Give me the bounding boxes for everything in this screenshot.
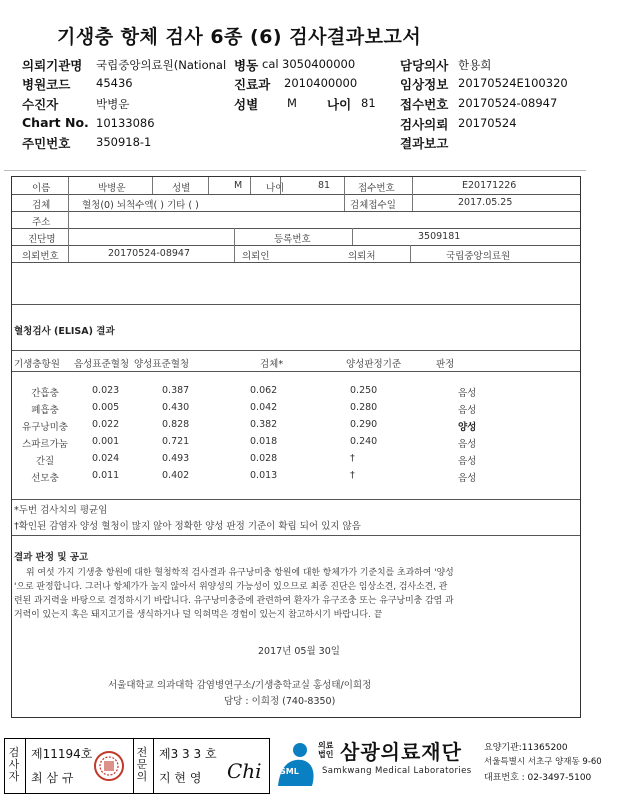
report-frame <box>11 176 581 718</box>
interpretation-line-1: 위 여섯 가지 기생충 항원에 대한 혈청학적 검사결과 유구낭미충 항원에 대한 항체가가 기준치를 초과하여 '양성 <box>26 568 454 578</box>
foundation-small: 의료 법인 <box>318 741 334 759</box>
value-resident-no: 350918-1 <box>96 135 152 149</box>
cell-name: 간흡충 <box>31 388 59 399</box>
value-department: 2010400000 <box>284 76 358 90</box>
note-average: *두번 검사치의 평균임 <box>14 505 108 516</box>
report-contact: 담당 : 이희정 (740-8350) <box>224 696 336 707</box>
value-receipt-no: 20170524-08947 <box>458 96 558 110</box>
cell-neg: 0.022 <box>92 419 120 430</box>
col-positive: 양성표준혈청 <box>134 359 190 370</box>
cell-pos: 0.402 <box>162 470 190 481</box>
col-cutoff: 양성판정기준 <box>346 359 402 370</box>
label-ward: 병동 <box>234 58 259 73</box>
signature-box <box>4 738 270 794</box>
label-receipt-no: 접수번호 <box>400 97 449 112</box>
cell-pos: 0.387 <box>162 385 190 396</box>
samkwang-logo-icon <box>272 740 316 786</box>
label-resident-no: 주민번호 <box>22 136 71 151</box>
cell-name: 유구낭미충 <box>22 422 68 433</box>
value-doctor: 한용희 <box>458 58 492 72</box>
label-clinical-info: 임상정보 <box>400 77 449 92</box>
note-dagger: †확인된 감염자 양성 혈청이 많지 않아 정확한 양성 판정 기준이 확립 되어 있지 않음 <box>14 521 361 532</box>
examiner-number: 제11194호 <box>31 747 93 761</box>
ward-overlap-text: cal <box>262 57 279 71</box>
foundation-english: Samkwang Medical Laboratories <box>322 766 472 776</box>
report-title: 기생충 항체 검사 6종 (6) 검사결과보고서 <box>57 26 422 48</box>
label-age: 나이 <box>327 97 352 112</box>
info-diagnosis-label: 진단명 <box>28 234 56 245</box>
official-seal-icon <box>93 750 125 782</box>
info-receipt-label: 접수번호 <box>358 183 395 194</box>
info-name: 박병운 <box>98 183 126 194</box>
cell-result: 음성 <box>458 473 477 484</box>
cell-result: 양성 <box>458 422 477 433</box>
cell-result: 음성 <box>458 456 477 467</box>
signature: Chi <box>227 759 262 783</box>
cell-neg: 0.001 <box>92 436 120 447</box>
section-title: 혈청검사 (ELISA) 결과 <box>14 326 115 337</box>
value-age: 81 <box>361 96 376 110</box>
info-date-label: 검체접수일 <box>350 200 396 211</box>
org-code: 요양기관:11365200 <box>484 743 568 753</box>
label-hospital-code: 병원코드 <box>22 77 71 92</box>
col-antigen: 기생충항원 <box>14 359 60 370</box>
cell-neg: 0.023 <box>92 385 120 396</box>
cell-name: 간질 <box>35 456 55 467</box>
foundation-name: 삼광의료재단 <box>340 740 462 764</box>
cell-pos: 0.828 <box>162 419 190 430</box>
logo-badge: SML <box>280 767 299 776</box>
col-sample: 검체* <box>260 359 284 370</box>
info-reg: 3509181 <box>418 231 461 242</box>
info-doctor-label: 의뢰인 <box>242 251 270 262</box>
cell-result: 음성 <box>458 388 477 399</box>
cell-pos: 0.430 <box>162 402 190 413</box>
label-doctor: 담당의사 <box>400 58 449 73</box>
cell-cutoff: 0.290 <box>350 419 378 430</box>
value-patient: 박병운 <box>96 97 130 111</box>
cell-sample: 0.013 <box>250 470 278 481</box>
info-req-place-label: 의뢰처 <box>348 251 376 262</box>
cell-pos: 0.493 <box>162 453 190 464</box>
value-hospital-code: 45436 <box>96 76 133 90</box>
examiner-name: 최 삼 규 <box>31 771 74 785</box>
interpretation-line-4: 거력이 있는지 혹은 돼지고기를 생식하거나 덜 익혀먹은 경험이 있는지 참고하시기 바랍니다. 끝 <box>14 610 383 620</box>
cell-sample: 0.042 <box>250 402 278 413</box>
info-age-label: 나이 <box>266 183 285 194</box>
info-specimen-label: 검체 <box>32 200 51 211</box>
label-sex: 성별 <box>234 97 259 112</box>
footer <box>0 734 634 802</box>
label-department: 진료과 <box>234 77 271 92</box>
info-sex: M <box>234 180 243 191</box>
cell-neg: 0.024 <box>92 453 120 464</box>
value-chart-no: 10133086 <box>96 116 155 130</box>
cell-neg: 0.005 <box>92 402 120 413</box>
info-receipt: E20171226 <box>462 180 517 191</box>
cell-pos: 0.721 <box>162 436 190 447</box>
cell-sample: 0.382 <box>250 419 278 430</box>
cell-sample: 0.018 <box>250 436 278 447</box>
interpretation-title: 결과 판정 및 공고 <box>14 552 89 563</box>
report-org: 서울대학교 의과대학 감염병연구소/기생충학교실 홍성태/이희정 <box>108 680 372 691</box>
phone: 대표번호 : 02-3497-5100 <box>484 773 592 783</box>
specialist-label: 전 문 의 <box>136 746 148 783</box>
info-address-label: 주소 <box>32 217 51 228</box>
examiner-label: 검 사 자 <box>8 746 20 783</box>
label-chart-no: Chart No. <box>22 115 89 130</box>
cell-sample: 0.028 <box>250 453 278 464</box>
report-date: 2017년 05월 30일 <box>258 646 340 657</box>
info-reg-label: 등록번호 <box>274 234 311 245</box>
info-name-label: 이름 <box>32 183 51 194</box>
cell-cutoff: 0.250 <box>350 385 378 396</box>
cell-name: 선모충 <box>31 473 59 484</box>
cell-result: 음성 <box>458 405 477 416</box>
label-test-request: 검사의뢰 <box>400 117 449 132</box>
cell-neg: 0.011 <box>92 470 120 481</box>
label-requesting-institution: 의뢰기관명 <box>22 58 83 73</box>
cell-sample: 0.062 <box>250 385 278 396</box>
info-sex-label: 성별 <box>172 183 191 194</box>
interpretation-line-2: '으로 판정합니다. 그러나 항체가가 높지 않아서 위양성의 가능성이 있으므로 최종 진단은 임상소견, 검사소견, 관 <box>14 582 448 592</box>
info-req-place: 국립중앙의료원 <box>446 251 511 262</box>
cell-cutoff: 0.240 <box>350 436 378 447</box>
info-age: 81 <box>318 180 331 191</box>
address: 서울특별시 서초구 양재동 9-60 <box>484 757 602 767</box>
specialist-number: 제3 3 3 호 <box>159 747 217 761</box>
value-requesting-institution: 국립중앙의료원(National <box>96 58 227 72</box>
label-result-report: 결과보고 <box>400 136 449 151</box>
value-sex: M <box>287 96 297 110</box>
col-result: 판정 <box>436 359 455 370</box>
cell-name: 폐흡충 <box>31 405 59 416</box>
cell-name: 스파르가눔 <box>22 439 68 450</box>
cell-cutoff: 0.280 <box>350 402 378 413</box>
value-clinical-info: 20170524E100320 <box>458 76 568 90</box>
interpretation-line-3: 련된 과거력을 바탕으로 결정하시기 바랍니다. 유구낭미충증에 관련하여 환자가 유구조충 또는 유구낭미충 감염 과 <box>14 596 454 606</box>
cell-cutoff: † <box>350 453 355 464</box>
cell-cutoff: † <box>350 470 355 481</box>
info-req-no-label: 의뢰번호 <box>22 251 59 262</box>
value-test-request: 20170524 <box>458 116 517 130</box>
info-req-no: 20170524-08947 <box>108 248 191 259</box>
info-specimen: 혈청(0) 뇌척수액( ) 기타 ( ) <box>82 200 199 211</box>
value-ward: 3050400000 <box>282 57 356 71</box>
label-patient: 수진자 <box>22 97 59 112</box>
col-negative: 음성표준혈청 <box>74 359 130 370</box>
info-date: 2017.05.25 <box>458 197 513 208</box>
scanned-report <box>4 170 586 723</box>
cell-result: 음성 <box>458 439 477 450</box>
specialist-name: 지 현 영 <box>159 771 202 785</box>
